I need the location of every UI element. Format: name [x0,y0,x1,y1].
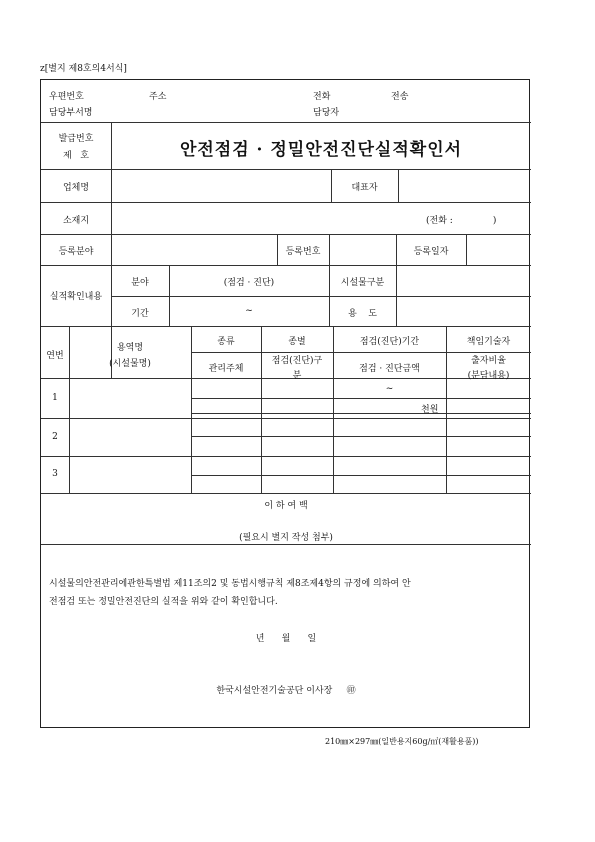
period-tilde: ~ [245,306,253,316]
period-label: 기간 [131,309,149,319]
header-fax-label: 전송 [391,92,409,102]
company-name-label: 업체명 [62,183,90,193]
column-line [446,326,447,493]
registration-number-label: 등록번호 [285,247,321,257]
kind-header: 종류 [217,337,235,347]
row-number: 1 [52,393,58,403]
project-subheader: (시설물명) [109,359,151,369]
header-phone-label: 전화 [313,92,331,102]
column-line [396,265,397,326]
facility-type-label: 시설물구분 [340,278,385,288]
row-line [191,398,531,399]
phone-paren: (전화 : ) [426,216,497,226]
form-label: z[별지 제8호의4서식] [40,64,127,74]
row-line [41,418,531,419]
division-header: 점검(진단)구 [271,356,323,366]
division-header-cont: 분 [292,371,302,381]
row-line [41,326,531,327]
row-amount-unit: 천원 [421,405,439,415]
row-line [41,265,531,266]
header-address-label: 주소 [149,92,167,102]
performance-content-label: 실적확인내용 [49,292,103,302]
engineer-header: 책임기술자 [466,337,511,347]
header-dept-label: 담당부서명 [49,108,93,118]
confirmation-text-line-1: 시설물의안전관리에관한특별법 제11조의2 및 동법시행규칙 제8조제4항의 규정에 의하여 안 [49,579,411,589]
document-title: 안전점검 · 정밀안전진단실적확인서 [179,140,463,160]
row-line [41,493,531,494]
attachment-note: (필요시 별지 작성 첨부) [239,533,333,543]
issue-date: 년 월 일 [255,634,317,644]
field-value: (점검 · 진단) [223,278,275,288]
column-line [191,326,192,493]
row-line [41,234,531,235]
grade-header: 종별 [288,337,306,347]
column-line [261,326,262,493]
location-label: 소재지 [62,216,90,226]
column-line [398,169,399,202]
row-line [191,475,531,476]
registration-date-label: 등록일자 [413,247,449,257]
below-blank-note: 이 하 여 백 [264,501,308,511]
header-postal-label: 우편번호 [49,92,84,102]
row-line [191,413,531,414]
field-label: 분야 [131,278,149,288]
row-period-tilde: ~ [385,384,394,394]
row-line [41,202,531,203]
column-line [333,326,334,493]
row-line [41,544,531,545]
header-person-label: 담당자 [313,108,340,118]
issue-number-value: 제 호 [63,151,89,161]
row-line [41,122,531,123]
certificate-form [40,79,530,728]
confirmation-text-line-2: 전점검 또는 정밀안전진단의 실적을 위와 같이 확인합니다. [49,597,278,607]
column-line [329,234,330,265]
issue-number-label: 발급번호 [58,134,94,144]
ratio-header: 출자비율 [471,356,506,366]
period-header: 점검(진단)기간 [359,337,420,347]
column-line [466,234,467,265]
representative-label: 대표자 [351,183,378,193]
row-line [41,169,531,170]
registration-field-label: 등록분야 [58,247,94,257]
seq-header: 연번 [46,351,64,361]
row-line [191,436,531,437]
management-header: 관리주체 [208,364,244,374]
share-header: (분담내용) [467,371,510,381]
issuer-signature: 한국시설안전기술공단 이사장 ㊞ [216,686,356,696]
row-line [41,456,531,457]
project-header: 용역명 [116,343,144,353]
row-line [111,296,531,297]
row-number: 2 [52,432,58,442]
amount-header: 점검 · 진단금액 [359,364,420,374]
use-label: 용 도 [348,309,377,319]
paper-size-note: 210㎜×297㎜(일반용지60g/㎡(재활용품)) [325,737,479,746]
row-number: 3 [52,469,58,479]
